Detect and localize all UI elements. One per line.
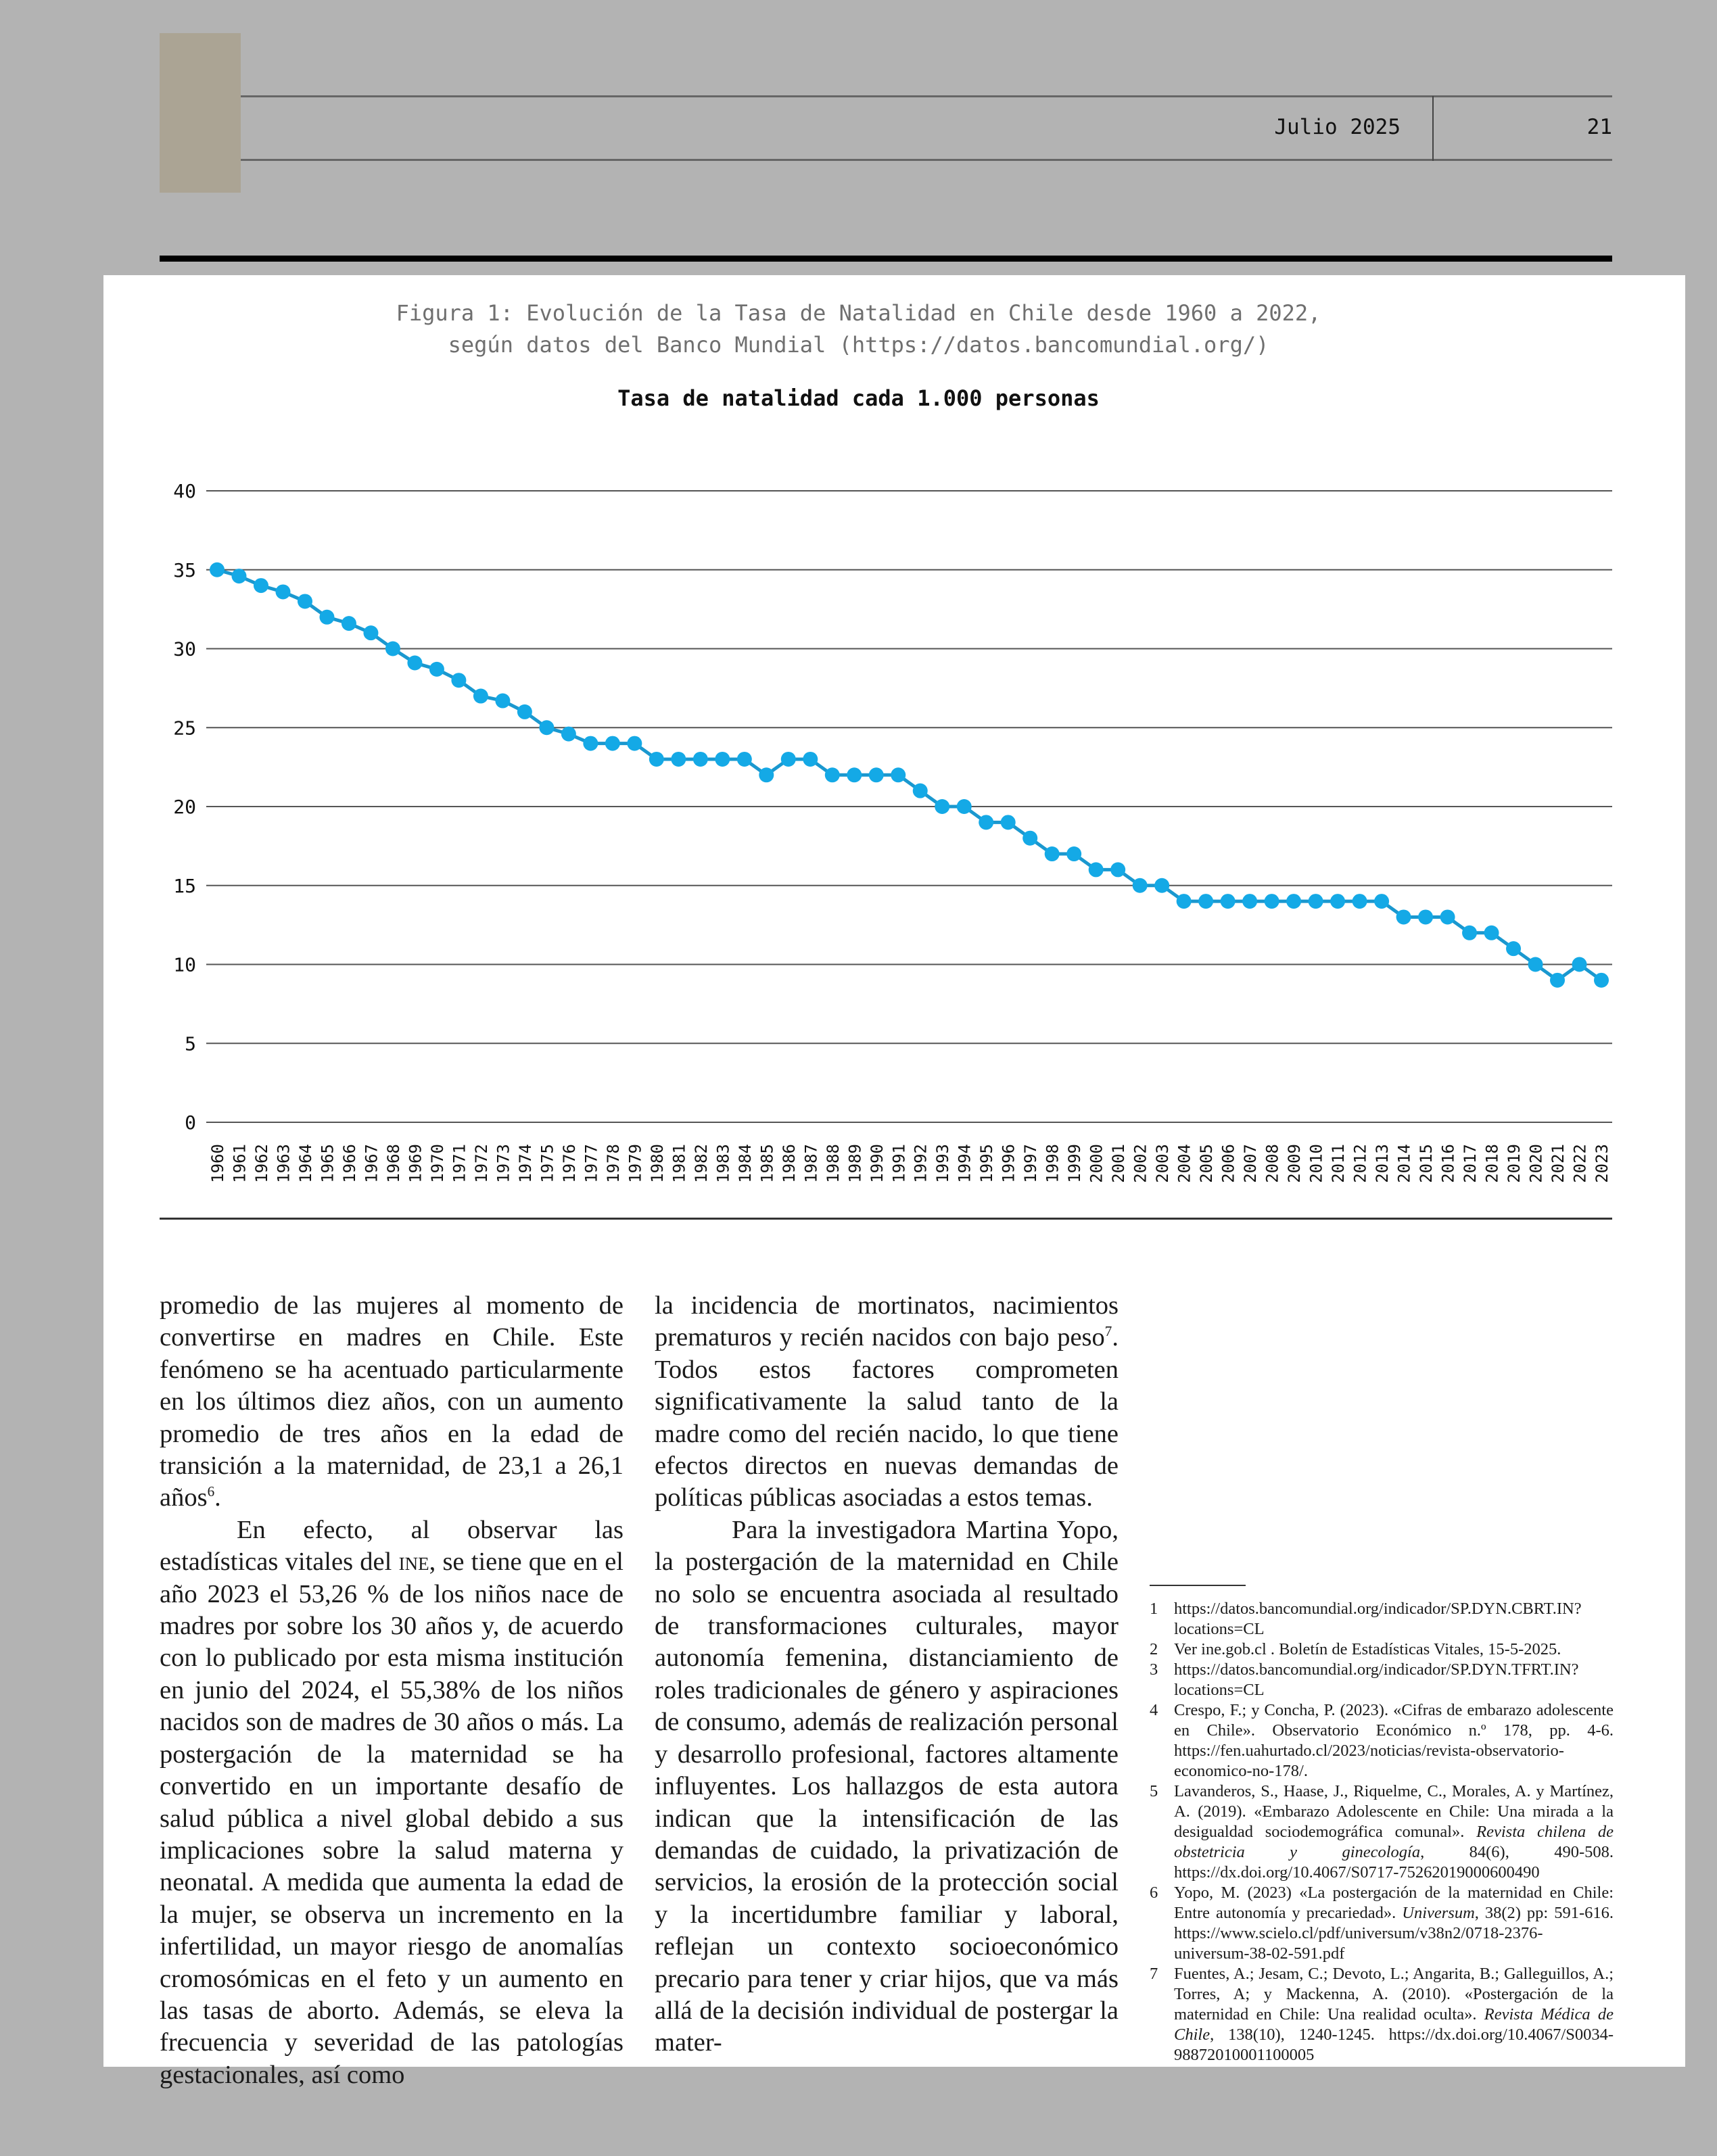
- x-tick-label: 1966: [339, 1144, 359, 1183]
- x-tick-label: 2004: [1175, 1144, 1194, 1183]
- data-point: [1045, 846, 1060, 861]
- x-tick-label: 1963: [274, 1144, 293, 1183]
- data-point: [1396, 909, 1411, 924]
- data-point: [1001, 815, 1016, 830]
- data-point: [298, 594, 312, 608]
- x-tick-label: 1985: [757, 1144, 777, 1183]
- x-tick-label: 1998: [1043, 1144, 1062, 1183]
- data-point: [319, 610, 334, 625]
- y-tick-label: 20: [173, 796, 196, 818]
- data-point: [429, 662, 444, 677]
- footnote-number: 5: [1150, 1782, 1158, 1800]
- data-point: [1198, 894, 1213, 909]
- y-tick-label: 15: [173, 874, 196, 897]
- footnote-number: 3: [1150, 1660, 1158, 1679]
- x-tick-label: 1970: [427, 1144, 447, 1183]
- x-tick-label: 2005: [1197, 1144, 1217, 1183]
- data-point: [495, 694, 510, 709]
- data-point: [1309, 894, 1323, 909]
- page-number: 21: [1586, 115, 1612, 139]
- x-tick-label: 1976: [559, 1144, 579, 1183]
- data-point: [254, 578, 268, 593]
- x-tick-label: 1962: [252, 1144, 271, 1183]
- footnote-text: Ver ine.gob.cl . Boletín de Estadísticas Vitales, 15-5-2025.: [1174, 1640, 1561, 1658]
- x-tick-label: 1977: [582, 1144, 601, 1183]
- journal-title: Revista chilena de obstetricia y ginecología: [1174, 1823, 1614, 1861]
- x-tick-label: 1969: [406, 1144, 425, 1183]
- x-tick-label: 2013: [1373, 1144, 1392, 1183]
- x-tick-label: 1964: [296, 1144, 315, 1183]
- x-tick-label: 1992: [911, 1144, 931, 1183]
- x-tick-label: 1961: [230, 1144, 250, 1183]
- x-tick-label: 1980: [647, 1144, 667, 1183]
- data-point: [1550, 973, 1565, 988]
- x-tick-label: 1974: [515, 1144, 535, 1183]
- x-tick-label: 1987: [801, 1144, 821, 1183]
- data-point: [759, 767, 774, 782]
- figure-bottom-rule: [160, 1218, 1612, 1220]
- data-point: [803, 752, 818, 767]
- chart-title: Tasa de natalidad cada 1.000 personas: [617, 385, 1100, 411]
- data-point: [363, 625, 378, 640]
- data-point: [1418, 909, 1433, 924]
- x-tick-label: 2006: [1219, 1144, 1238, 1183]
- data-point: [539, 720, 554, 735]
- data-point: [1177, 894, 1192, 909]
- x-tick-label: 2010: [1307, 1144, 1326, 1183]
- x-tick-label: 1965: [318, 1144, 337, 1183]
- x-tick-label: 1997: [1021, 1144, 1041, 1183]
- data-point: [1022, 831, 1037, 846]
- data-point: [781, 752, 796, 767]
- footnote-number: 4: [1150, 1701, 1158, 1719]
- data-point: [1374, 894, 1389, 909]
- y-tick-label: 10: [173, 953, 196, 976]
- x-tick-label: 1973: [494, 1144, 513, 1183]
- x-tick-label: 2016: [1438, 1144, 1458, 1183]
- footnote-text: , 84(6), 490-508. https://dx.doi.org/10.4067/S0717-75262019000600490: [1174, 1843, 1614, 1882]
- paragraph: [655, 1290, 1119, 1514]
- data-point: [1353, 894, 1367, 909]
- data-point: [583, 736, 598, 751]
- data-point: [847, 767, 862, 782]
- x-tick-label: 2017: [1461, 1144, 1480, 1183]
- data-point: [979, 815, 993, 830]
- y-tick-label: 30: [173, 638, 196, 661]
- x-tick-label: 2011: [1329, 1144, 1348, 1183]
- footnote-rule: [1150, 1585, 1246, 1586]
- data-point: [1528, 957, 1543, 972]
- x-tick-label: 1993: [933, 1144, 953, 1183]
- x-tick-label: 1988: [823, 1144, 843, 1183]
- x-tick-label: 1982: [691, 1144, 711, 1183]
- y-tick-label: 40: [173, 480, 196, 502]
- data-point: [627, 736, 642, 751]
- footnote-text: Crespo, F.; y Concha, P. (2023). «Cifras de embarazo adolescente en Chile». Observatorio Económico n.º 178, pp. 4-6. https://fen.uahurtado.cl/2023/noticias/revista-observatorio-economico-no-178/.: [1174, 1701, 1614, 1780]
- x-tick-label: 2021: [1549, 1144, 1568, 1183]
- x-tick-label: 2009: [1285, 1144, 1304, 1183]
- footnote-text: Lavanderos, S., Haase, J., Riquelme, C., Morales, A. y Martínez, A. (2019). «Embarazo Adolescente en Chile: Una mirada a la desigualdad sociodemográfica comunal».: [1174, 1782, 1614, 1841]
- x-tick-label: 1971: [450, 1144, 469, 1183]
- footnote-number: 1: [1150, 1600, 1158, 1618]
- data-point: [693, 752, 708, 767]
- footnote-ref: 6: [207, 1483, 215, 1500]
- x-tick-label: 1960: [208, 1144, 227, 1183]
- x-tick-label: 1972: [471, 1144, 491, 1183]
- paragraph-text: .: [214, 1483, 221, 1512]
- data-point: [737, 752, 752, 767]
- footnote-number: 2: [1150, 1640, 1158, 1658]
- issue-date: Julio 2025: [1274, 115, 1401, 139]
- data-point: [957, 799, 972, 814]
- footnote-ref: 7: [1104, 1323, 1112, 1340]
- footnote: [1150, 1599, 1614, 1639]
- acronym-ine: ine: [398, 1548, 429, 1577]
- x-tick-label: 2020: [1526, 1144, 1546, 1183]
- paragraph: Para la investigadora Martina Yopo, la postergación de la maternidad en Chile no solo se encuentra asociada al resultado de transformaciones culturales, mayor autonomía femenina, distanciamiento de roles tradicionales de género y aspiraciones de consumo, además de realización personal y desarrollo profesional, factores altamente influyentes. Los hallazgos de esta autora indican que la intensificación de las demandas de cuidado, la privatización de servicios, la erosión de la protección social y la incertidumbre familiar y laboral, reflejan un contexto socioeconómico precario para tener y criar hijos, que va más allá de la decisión individual de postergar la mater-: [655, 1515, 1119, 2057]
- data-point: [913, 784, 928, 798]
- data-point: [1572, 957, 1587, 972]
- data-point: [1330, 894, 1345, 909]
- footnote: [1150, 1639, 1614, 1660]
- data-point: [1462, 926, 1477, 940]
- x-tick-label: 2019: [1505, 1144, 1524, 1183]
- data-point: [605, 736, 620, 751]
- footnote: [1150, 1964, 1614, 2065]
- data-point: [671, 752, 686, 767]
- x-tick-label: 1975: [538, 1144, 557, 1183]
- data-point: [1221, 894, 1236, 909]
- data-point: [649, 752, 664, 767]
- footnote-text: Fuentes, A.; Jesam, C.; Devoto, L.; Angarita, B.; Galleguillos, A.; Torres, A; y Mackenna, A. (2010). «Postergación de la maternidad en Chile: Una realidad oculta».: [1174, 1965, 1614, 2023]
- paragraph-text: En efecto, al observar las estadísticas vitales del: [160, 1515, 624, 1577]
- x-tick-label: 1978: [603, 1144, 623, 1183]
- data-point: [1242, 894, 1257, 909]
- footnote-number: 6: [1150, 1884, 1158, 1902]
- data-point: [1066, 846, 1081, 861]
- x-tick-label: 1967: [362, 1144, 381, 1183]
- x-tick-label: 1999: [1065, 1144, 1085, 1183]
- data-point: [891, 767, 905, 782]
- data-point: [869, 767, 884, 782]
- x-tick-label: 1990: [867, 1144, 887, 1183]
- data-point: [715, 752, 730, 767]
- data-point: [342, 616, 356, 631]
- x-tick-label: 1968: [383, 1144, 403, 1183]
- footnote: [1150, 1700, 1614, 1781]
- y-tick-label: 5: [185, 1032, 196, 1055]
- data-point: [1154, 878, 1169, 893]
- series-line: [217, 570, 1601, 980]
- y-tick-label: 0: [185, 1111, 196, 1134]
- paragraph-text: promedio de las mujeres al momento de convertirse en madres en Chile. Este fenómeno se ha acentuado particularmente en los últimos diez años, con un aumento promedio de tres años en la edad de transición a la maternidad, de 23,1 a 26,1 años: [160, 1291, 624, 1512]
- x-tick-label: 1991: [889, 1144, 909, 1183]
- data-point: [385, 642, 400, 656]
- data-point: [1110, 862, 1125, 877]
- data-point: [473, 689, 488, 704]
- x-tick-label: 2003: [1153, 1144, 1173, 1183]
- footnote-link[interactable]: https://datos.bancomundial.org/indicador/SP.DYN.CBRT.IN?locations=CL: [1174, 1600, 1582, 1638]
- data-point: [1265, 894, 1279, 909]
- x-tick-label: 2007: [1241, 1144, 1261, 1183]
- footnote-text: , 138(10), 1240-1245. https://dx.doi.org/10.4067/S0034-98872010001100005: [1174, 2026, 1614, 2064]
- footnote-text: Yopo, M. (2023) «La postergación de la maternidad en Chile: Entre autonomía y precariedad».: [1174, 1884, 1614, 1922]
- data-point: [210, 562, 225, 577]
- x-tick-label: 2008: [1263, 1144, 1282, 1183]
- x-tick-label: 1994: [955, 1144, 974, 1183]
- x-tick-label: 2000: [1087, 1144, 1106, 1183]
- x-tick-label: 1983: [713, 1144, 733, 1183]
- x-tick-label: 1986: [779, 1144, 799, 1183]
- data-point: [1594, 973, 1609, 988]
- footnotes: [1150, 1599, 1614, 2065]
- data-point: [451, 673, 466, 688]
- data-point: [517, 704, 532, 719]
- footnote: [1150, 1883, 1614, 1964]
- x-tick-label: 2012: [1350, 1144, 1370, 1183]
- data-point: [1506, 941, 1521, 956]
- figure-caption-line1: Figura 1: Evolución de la Tasa de Natalidad en Chile desde 1960 a 2022,: [396, 300, 1321, 326]
- x-tick-label: 1979: [626, 1144, 645, 1183]
- x-tick-label: 2023: [1593, 1144, 1612, 1183]
- data-point: [825, 767, 840, 782]
- data-point: [1133, 878, 1148, 893]
- data-point: [561, 727, 576, 742]
- x-tick-label: 2014: [1394, 1144, 1414, 1183]
- data-point: [231, 569, 246, 583]
- data-point: [407, 656, 422, 671]
- footnote: [1150, 1781, 1614, 1883]
- x-tick-label: 1984: [735, 1144, 755, 1183]
- footnote: [1150, 1660, 1614, 1700]
- figure-caption-line2: según datos del Banco Mundial (https://datos.bancomundial.org/): [448, 332, 1269, 358]
- x-tick-label: 2018: [1482, 1144, 1502, 1183]
- data-point: [935, 799, 949, 814]
- footnote-link[interactable]: https://datos.bancomundial.org/indicador/SP.DYN.TFRT.IN?locations=CL: [1174, 1660, 1579, 1699]
- y-tick-label: 35: [173, 558, 196, 581]
- x-tick-label: 1989: [845, 1144, 865, 1183]
- journal-title: Revista Médica de Chile: [1174, 2005, 1614, 2044]
- paragraph-text: . Todos estos factores comprometen significativamente la salud tanto de la madre como del recién nacido, lo que tiene efectos directos en nuevas demandas de políticas públicas asociadas a estos temas.: [655, 1323, 1119, 1512]
- data-point: [1286, 894, 1301, 909]
- body-column-2: [655, 1290, 1119, 2059]
- x-tick-label: 2015: [1417, 1144, 1436, 1183]
- x-tick-label: 2001: [1109, 1144, 1129, 1183]
- data-point: [1440, 909, 1455, 924]
- paragraph-text: la incidencia de mortinatos, nacimientos prematuros y recién nacidos con bajo peso: [655, 1291, 1119, 1352]
- paragraph: [160, 1514, 624, 2091]
- data-point: [1484, 926, 1499, 940]
- footnote-number: 7: [1150, 1965, 1158, 1983]
- x-tick-label: 1996: [999, 1144, 1018, 1183]
- x-tick-label: 2022: [1570, 1144, 1590, 1183]
- data-point: [1089, 862, 1104, 877]
- x-tick-label: 2002: [1131, 1144, 1150, 1183]
- paragraph-text: , se tiene que en el año 2023 el 53,26 % de los niños nace de madres por sobre los 30 años y, de acuerdo con lo publicado por esta misma institución en junio del 2024, el 55,38% de los niños nacidos son de madres de 30 años o más. La postergación de la maternidad se ha convertido en un importante desafío de salud pública a nivel global debido a sus implicaciones sobre la salud materna y neonatal. A medida que aumenta la edad de la mujer, se observa un incremento en la infertilidad, un mayor riesgo de anomalías cromosómicas en el feto y un aumento en las tasas de aborto. Además, se eleva la frecuencia y severidad de las patologías gestacionales, así como: [160, 1548, 624, 2089]
- data-point: [275, 584, 290, 599]
- paragraph: [160, 1290, 624, 1514]
- journal-title: Universum: [1402, 1904, 1475, 1922]
- body-column-1: [160, 1290, 624, 2091]
- y-tick-label: 25: [173, 717, 196, 740]
- footnote-text: , 38(2) pp: 591-616. https://www.scielo.cl/pdf/universum/v38n2/0718-2376-universum-38-02-591.pdf: [1174, 1904, 1614, 1963]
- x-tick-label: 1981: [669, 1144, 689, 1183]
- x-tick-label: 1995: [977, 1144, 997, 1183]
